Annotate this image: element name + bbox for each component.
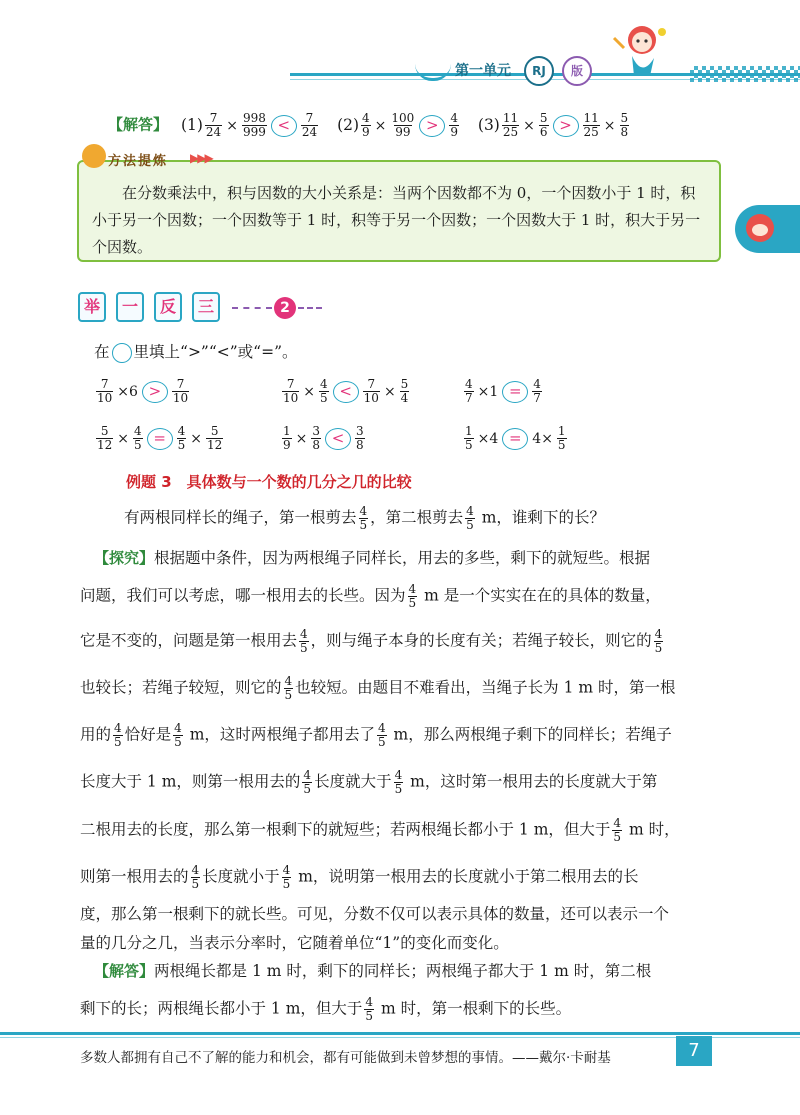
fraction: $\frac{5}{4}$ (400, 377, 409, 405)
fraction: $\frac{3}{8}$ (356, 424, 364, 452)
practice-item-6: $\frac{1}{5}$ ×4 = 4× $\frac{1}{5}$ (465, 424, 566, 452)
explore-line-2: 问题，我们可以考虑，哪一根用去的长些。因为 $\frac{4}{5}$ m 是一个实实在在的具体的数量， (80, 582, 661, 610)
fraction: $\frac{4}{5}$ (134, 424, 142, 452)
practice-char: 三 (192, 292, 220, 322)
fraction: $\frac{4}{9}$ (450, 111, 458, 139)
fraction: $\frac{7}{24}$ (205, 111, 222, 139)
explore-line-5: 用的 $\frac{4}{5}$ 恰好是 $\frac{4}{5}$ m，这时两根绳子都用去了 $\frac{4}{5}$ m，那么两根绳子剩下的同样长；若绳子 (80, 721, 672, 749)
fraction: $\frac{5}{6}$ (539, 111, 548, 139)
practice-item-2: $\frac{7}{10}$ × $\frac{4}{5}$ < $\frac{7}{10}$ × $\frac{5}{4}$ (283, 377, 409, 405)
explore-line-10: 量的几分之几，当表示分率时，它随着单位“1”的变化而变化。 (80, 934, 509, 952)
edition-badge-ban: 版 (562, 56, 592, 86)
arrows-icon: ▶▶▶ (190, 151, 212, 165)
fraction: $\frac{4}{9}$ (362, 111, 370, 139)
fraction: $\frac{4}{5}$ (300, 627, 308, 655)
fraction: $\frac{100}{99}$ (391, 111, 415, 139)
lion-mascot-icon (82, 144, 106, 168)
fraction: $\frac{4}{5}$ (320, 377, 328, 405)
fraction: $\frac{4}{5}$ (654, 627, 663, 655)
practice-item-4: $\frac{5}{12}$ × $\frac{4}{5}$ = $\frac{4}{5}$ × $\frac{5}{12}$ (97, 424, 223, 452)
side-fox-face-icon (746, 214, 774, 242)
fraction: $\frac{4}{5}$ (174, 721, 182, 749)
unit-title: 第一单元 (455, 63, 511, 79)
compare-circle: < (325, 428, 351, 450)
practice-char: 一 (116, 292, 144, 322)
fraction: $\frac{998}{999}$ (242, 111, 266, 139)
explore-line-6: 长度大于 1 m，则第一根用去的 $\frac{4}{5}$ 长度就大于 $\frac{4}{5}$ m，这时第一根用去的长度就大于第 (80, 768, 658, 796)
compare-circle: = (502, 428, 528, 450)
compare-circle: < (271, 115, 297, 137)
fraction: $\frac{7}{10}$ (172, 377, 189, 405)
fraction: $\frac{4}{5}$ (466, 504, 474, 532)
method-title: 方法提炼 (108, 154, 169, 169)
blank-circle-icon (112, 343, 132, 363)
practice-instruction: 在 里填上“>”“<”或“=”。 (94, 343, 298, 361)
fraction: $\frac{4}{7}$ (465, 377, 473, 405)
practice-item-1: $\frac{7}{10}$ ×6 > $\frac{7}{10}$ (97, 377, 189, 405)
answer-label: 【解答】 (108, 115, 169, 134)
mascot-girl-icon (610, 18, 674, 80)
answer-2-line-2: 剩下的长；两根绳长都小于 1 m，但大于 $\frac{4}{5}$ m 时，第一根剩下的长些。 (80, 995, 572, 1023)
fraction: $\frac{1}{5}$ (465, 424, 473, 452)
example-question: 有两根同样长的绳子，第一根剪去 $\frac{4}{5}$ ，第二根剪去 $\frac{4}{5}$ m，谁剩下的长？ (124, 504, 605, 532)
fraction: $\frac{4}{5}$ (359, 504, 368, 532)
answer-2-line-1: 【解答】两根绳长都是 1 m 时，剩下的同样长；两根绳子都大于 1 m 时，第二根 (94, 962, 652, 980)
page-number: 7 (676, 1036, 712, 1066)
explore-line-9: 度，那么第一根剩下的就长些。可见，分数不仅可以表示具体的数量，还可以表示一个 (80, 905, 670, 923)
fraction: $\frac{4}{5}$ (114, 721, 122, 749)
fraction: $\frac{4}{5}$ (284, 674, 293, 702)
fraction: $\frac{5}{8}$ (620, 111, 629, 139)
explore-line-8: 则第一根用去的 $\frac{4}{5}$ 长度就小于 $\frac{4}{5}$ m，说明第一根用去的长度就小于第二根用去的长 (80, 863, 639, 891)
dash-divider (232, 307, 272, 309)
compare-circle: = (147, 428, 173, 450)
example-title: 例题 3 具体数与一个数的几分之几的比较 (126, 473, 412, 491)
practice-banner (78, 292, 324, 322)
answer-label: 【解答】 (94, 962, 155, 980)
fraction: $\frac{1}{9}$ (283, 424, 291, 452)
fraction: $\frac{3}{8}$ (312, 424, 321, 452)
header-checker-pattern (690, 66, 800, 82)
fraction: $\frac{4}{5}$ (613, 816, 622, 844)
fraction: $\frac{7}{10}$ (97, 377, 113, 405)
part-2: (2) $\frac{4}{9}$ × $\frac{100}{99}$ > $\frac{4}{9}$ (337, 111, 458, 139)
compare-circle: > (553, 115, 579, 137)
fraction: $\frac{11}{25}$ (583, 111, 599, 139)
method-text: 在分数乘法中，积与因数的大小关系是：当两个因数都不为 0，一个因数小于 1 时，积小于另一个因数；一个因数等于 1 时，积等于另一个因数；一个因数大于 1 时，积大于另一个因数。 (92, 184, 701, 256)
answer-1-line (108, 112, 631, 139)
explore-line-3: 它是不变的，问题是第一根用去 $\frac{4}{5}$ ，则与绳子本身的长度有关；若绳子较长，则它的 $\frac{4}{5}$ (80, 627, 663, 655)
part-3: (3) $\frac{11}{25}$ × $\frac{5}{6}$ > $\frac{11}{25}$ × $\frac{5}{8}$ (477, 111, 629, 139)
fraction: $\frac{4}{5}$ (177, 424, 186, 452)
practice-item-3: $\frac{4}{7}$ ×1 = $\frac{4}{7}$ (465, 377, 541, 405)
practice-item-5: $\frac{1}{9}$ × $\frac{3}{8}$ < $\frac{3}{8}$ (283, 424, 364, 452)
fraction: $\frac{5}{12}$ (207, 424, 223, 452)
footer-quote: 多数人都拥有自己不了解的能力和机会，都有可能做到未曾梦想的事情。——戴尔·卡耐基 (80, 1050, 611, 1066)
fraction: $\frac{7}{10}$ (283, 377, 299, 405)
compare-circle: = (502, 381, 528, 403)
explore-line-1: 【探究】根据题中条件，因为两根绳子同样长，用去的多些，剩下的就短些。根据 (94, 549, 651, 567)
compare-circle: < (333, 381, 359, 403)
part-1: (1) $\frac{7}{24}$ × $\frac{998}{999}$ < $\frac{7}{24}$ (180, 111, 318, 139)
dash-divider (298, 307, 322, 309)
explore-label: 【探究】 (94, 549, 155, 567)
compare-circle: > (142, 381, 168, 403)
fraction: $\frac{4}{5}$ (408, 582, 417, 610)
fraction: $\frac{4}{5}$ (191, 863, 200, 891)
fraction: $\frac{4}{5}$ (365, 995, 374, 1023)
explore-line-7: 二根用去的长度，那么第一根剩下的就短些；若两根绳长都小于 1 m，但大于 $\frac{4}{5}$ m 时， (80, 816, 680, 844)
fraction: $\frac{4}{7}$ (533, 377, 541, 405)
fraction: $\frac{7}{10}$ (363, 377, 379, 405)
fraction: $\frac{4}{5}$ (377, 721, 386, 749)
fraction: $\frac{4}{5}$ (394, 768, 403, 796)
edition-badge-rj: RJ (524, 56, 554, 86)
explore-line-4: 也较长；若绳子较短，则它的 $\frac{4}{5}$ 也较短。由题目不难看出，当绳子长为 1 m 时，第一根 (80, 674, 676, 702)
fraction: $\frac{7}{24}$ (301, 111, 318, 139)
fraction: $\frac{1}{5}$ (557, 424, 566, 452)
fraction: $\frac{4}{5}$ (282, 863, 291, 891)
fraction: $\frac{11}{25}$ (502, 111, 519, 139)
practice-char: 反 (154, 292, 182, 322)
practice-number: 2 (274, 297, 296, 319)
practice-char: 举 (78, 292, 106, 322)
footer-rule (0, 1032, 800, 1035)
fraction: $\frac{5}{12}$ (97, 424, 113, 452)
fraction: $\frac{4}{5}$ (303, 768, 312, 796)
compare-circle: > (419, 115, 445, 137)
